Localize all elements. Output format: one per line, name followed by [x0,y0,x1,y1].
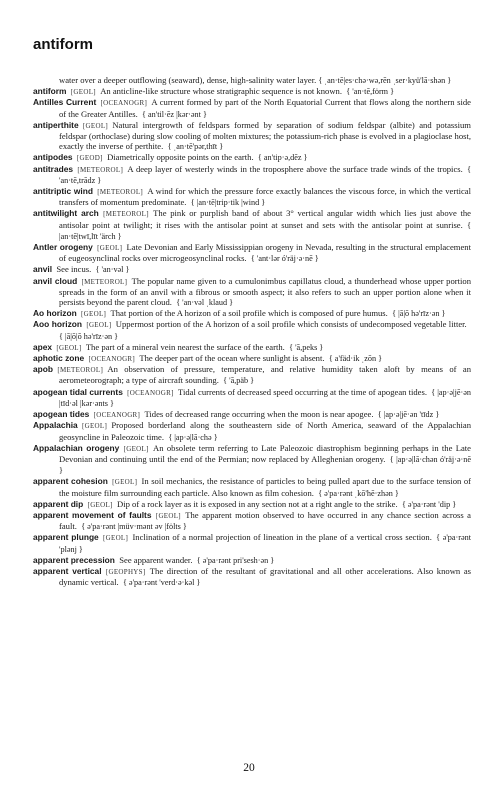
entry-pronunciation: { 'an·tē,trādz } [59,164,471,185]
entry-pronunciation: { |an·tē|trip·tik |wind } [190,198,266,208]
dictionary-entry [33,164,471,186]
entry-headword: antiperthite [33,119,79,130]
dictionary-entry [33,476,471,498]
entry-pronunciation: { ə'pa·rənt |müv·mənt əv |fȯlts } [81,522,187,532]
entry-field-label: [GEOD] [76,154,103,163]
entry-field-label: [GEOL] [112,478,138,487]
dictionary-entry [33,97,471,119]
entry-field-label: [METEOROL] [77,165,124,174]
entry-headword: antiform [33,86,67,97]
entry-field-label: [OCEANOGR] [100,99,148,108]
entry-pronunciation: { |ā|ō hə'rīz·ən } [392,309,446,319]
entry-field-label: [OCEANOGR] [88,355,136,364]
entry-definition: A wind for which the pressure force exactly balances the viscous force, in which the vertical transfers of momentum predominate. [59,186,472,208]
entry-headword: apogean tidal currents [33,386,123,397]
dictionary-entry [33,443,471,477]
entry-definition: An observation of pressure, temperature, and relative humidity taken aloft by means of an aerometeorograph; a type of aircraft sounding. [59,364,471,386]
entry-field-label: [GEOL] [155,511,181,520]
entry-field-label: [OCEANOGR] [93,411,141,420]
entry-pronunciation: { ə'pa·rənt 'dip } [401,499,457,509]
entry-headword: apparent cohesion [33,476,108,487]
entry-pronunciation: { ə'pa·rənt ˌkō'hē·zhən } [318,488,399,498]
dictionary-entry [33,208,471,242]
running-head: antiform [33,36,93,53]
entry-definition: Tides of decreased range occurring when the moon is near apogee. [144,409,374,420]
entry-field-label: [GEOL] [86,321,112,330]
entry-field-label: [GEOL] [81,422,108,431]
entry-headword: Appalachian orogeny [33,442,120,453]
entry-pronunciation: { ə'pa·rənt 'verd·ə·kəl } [122,578,201,588]
entry-headword: Antilles Current [33,97,97,108]
entry-headword: apparent plunge [33,532,99,543]
entry-definition: water over a deeper outflowing (seaward), dense, high-salinity water layer. [59,75,317,85]
entry-pronunciation: { 'ā,peks } [289,342,324,352]
entry-definition: The apparent motion observed to have occurred in any chance section across a fault. [59,509,471,532]
entry-definition: An obsolete term referring to Late Paleozoic diastrophism beginning perhaps in the Late Devonian and continuing until the end of the Permian; now replaced by Alleghenian orogeny. [59,442,471,464]
entry-headword: Antler orogeny [33,242,93,253]
dictionary-entry [33,319,471,341]
dictionary-entry [33,186,471,208]
entry-pronunciation: { |ap·ə|lā·chə } [168,432,218,442]
entry-pronunciation: { 'an·vəl } [95,265,130,275]
entry-definition: Late Devonian and Early Mississippian orogeny in Nevada, resulting in the structural emplacement of eugeosynclinal rocks over microgeosynclinal rocks. [59,242,471,264]
entry-field-label: [GEOL] [56,343,82,352]
entry-definition: The part of a mineral vein nearest the surface of the earth. [85,341,285,352]
continuation-entry [33,75,471,86]
entry-definition: Dip of a rock layer as it is exposed in any section not at a right angle to the strike. [116,498,398,509]
entry-field-label: [GEOL] [70,88,96,97]
entry-definition: That portion of the A horizon of a soil profile which is composed of pure humus. [110,308,388,319]
entry-headword: antipodes [33,152,73,163]
dictionary-entry [33,242,471,264]
entry-definition: Uppermost portion of the A horizon of a soil profile which consists of undecomposed vegetable litter. [115,319,467,330]
entry-pronunciation: { ə'pa·rənt 'plənj } [59,533,471,554]
entry-pronunciation: { a'fäd·ik ˌzōn } [328,354,383,364]
entry-field-label: [GEOL] [123,444,149,453]
entry-definition: The popular name given to a cumulonimbus capillatus cloud, a thunderhead whose upper portion spreads in the form of an anvil with a fibrous or smooth aspect; it also refers to such an upper portion alone when it persists beyond the parent cloud. [59,275,472,308]
entry-pronunciation: { |ap·ə|lā·chən ó'räj·ə·nē } [59,454,472,476]
dictionary-entry [33,409,471,420]
entry-definition: Tidal currents of decreased speed occurring at the time of apogean tides. [178,386,427,397]
entry-headword: anvil [33,264,53,275]
entry-definition: In soil mechanics, the resistance of particles to being pulled apart due to the surface tension of the moisture film surrounding each particle. Also known as film cohesion. [59,476,471,498]
entry-field-label: [GEOPHYS] [105,567,146,576]
dictionary-entry [33,120,471,153]
dictionary-entry [33,353,471,364]
entry-definition: Proposed borderland along the southeastern side of North America, seaward of the Appalachian geosyncline in Paleozoic time. [59,420,471,442]
dictionary-entry [33,499,471,510]
entry-pronunciation: { |ā|ō|ō hə'rīz·ən } [59,331,119,341]
entry-field-label: [GEOL] [81,310,107,319]
entry-pronunciation: { 'ant·lər ó'räj·ə·nē } [250,254,319,264]
dictionary-entry [33,566,471,588]
dictionary-entry [33,420,471,442]
entry-headword: apparent dip [33,498,84,509]
entry-field-label: [OCEANOGR] [127,388,174,397]
entry-pronunciation: { an'tip·ə,dēz } [257,153,308,163]
entry-headword: apparent vertical [33,565,102,576]
entry-definition: Diametrically opposite points on the earth. [107,152,254,163]
dictionary-entry [33,532,471,554]
entry-headword: apogean tides [33,409,90,420]
entry-definition: An anticline-like structure whose stratigraphic sequence is not known. [100,86,342,97]
entry-pronunciation: { ˌan·tē|es·chə·wə,rēn ˌser·kyü'lā·shən } [318,76,452,85]
entry-pronunciation: { |ap·ə|jē·ən 'tīdz } [377,410,440,420]
dictionary-entry [33,555,471,566]
entry-headword: Ao horizon [33,308,77,319]
dictionary-entry [33,510,471,532]
entry-pronunciation: { 'an·tē,fȯrm } [346,87,395,97]
dictionary-entry [33,308,471,319]
entry-definition: See incus. [56,264,92,275]
page-number: 20 [243,762,255,774]
dictionary-entry [33,342,471,353]
entry-headword: antitrades [33,163,74,174]
entry-headword: apex [33,341,53,352]
entry-field-label: [METEOROL] [81,277,128,286]
entry-field-label: [GEOL] [87,500,113,509]
entry-field-label: [GEOL] [97,244,123,253]
entry-headword: aphotic zone [33,353,85,364]
entry-pronunciation: { |ap·ə|jē·ən |tīd·əl |kər·ənts } [59,387,472,408]
entry-headword: antitwilight arch [33,208,99,219]
dictionary-entry [33,364,471,386]
dictionary-entry [33,387,471,409]
entry-definition: Natural intergrowth of feldspars formed by separation of sodium feldspar (albite) and potassium feldspar (orthoclase) during slow cooling of molten mixtures; the potassium-rich phase is evolved in a plagioclase host, exactly the inverse of perthite. [59,119,471,152]
entry-headword: apob [33,364,54,375]
dictionary-entry [33,86,471,97]
entry-definition: A current formed by part of the North Equatorial Current that flows along the northern side of the Greater Antilles. [59,97,471,119]
dictionary-entry [33,264,471,275]
entry-field-label: [METEOROL] [97,188,144,197]
entry-headword: anvil cloud [33,275,78,286]
entry-pronunciation: { |an·tē|twī,līt 'ärch } [59,220,471,241]
entry-definition: See apparent wander. [119,554,193,565]
entry-headword: apparent precession [33,554,115,565]
entry-pronunciation: { 'ā,päb } [223,376,255,386]
entry-field-label: [GEOL] [103,534,129,543]
entry-headword: Aoo horizon [33,319,83,330]
entry-definition: Inclination of a normal projection of lineation in the plane of a vertical cross section. [132,532,432,543]
entry-definition: A deep layer of westerly winds in the troposphere above the surface trade winds of the tropics. [127,163,463,174]
entry-pronunciation: { ə'pa·rənt pri'sesh·ən } [196,555,275,565]
entry-pronunciation: { ˌan·tē'pər,thīt } [167,142,224,152]
entry-field-label: [METEOROL] [57,366,104,375]
entry-definition: The deeper part of the ocean where sunlight is absent. [139,353,325,364]
entry-headword: antitriptic wind [33,186,93,197]
entry-headword: apparent movement of faults [33,509,152,520]
entry-field-label: [GEOL] [82,121,109,130]
entry-field-label: [METEOROL] [103,210,149,219]
entry-list [33,75,471,588]
entry-pronunciation: { an'til·ēz |kər·ənt } [142,109,207,119]
dictionary-entry [33,276,471,309]
entry-definition: The direction of the resultant of gravitational and all other accelerations. Also known as dynamic vertical. [59,565,472,588]
entry-headword: Appalachia [33,420,78,431]
entry-pronunciation: { 'an·vəl ˌklaud } [176,298,234,308]
entry-definition: The pink or purplish band of about 3° vertical angular width which lies just above the antisolar point at twilight; it rises with the antisolar point at sunset and sets with the antisolar point at sunrise. [59,208,471,230]
dictionary-entry [33,152,471,163]
